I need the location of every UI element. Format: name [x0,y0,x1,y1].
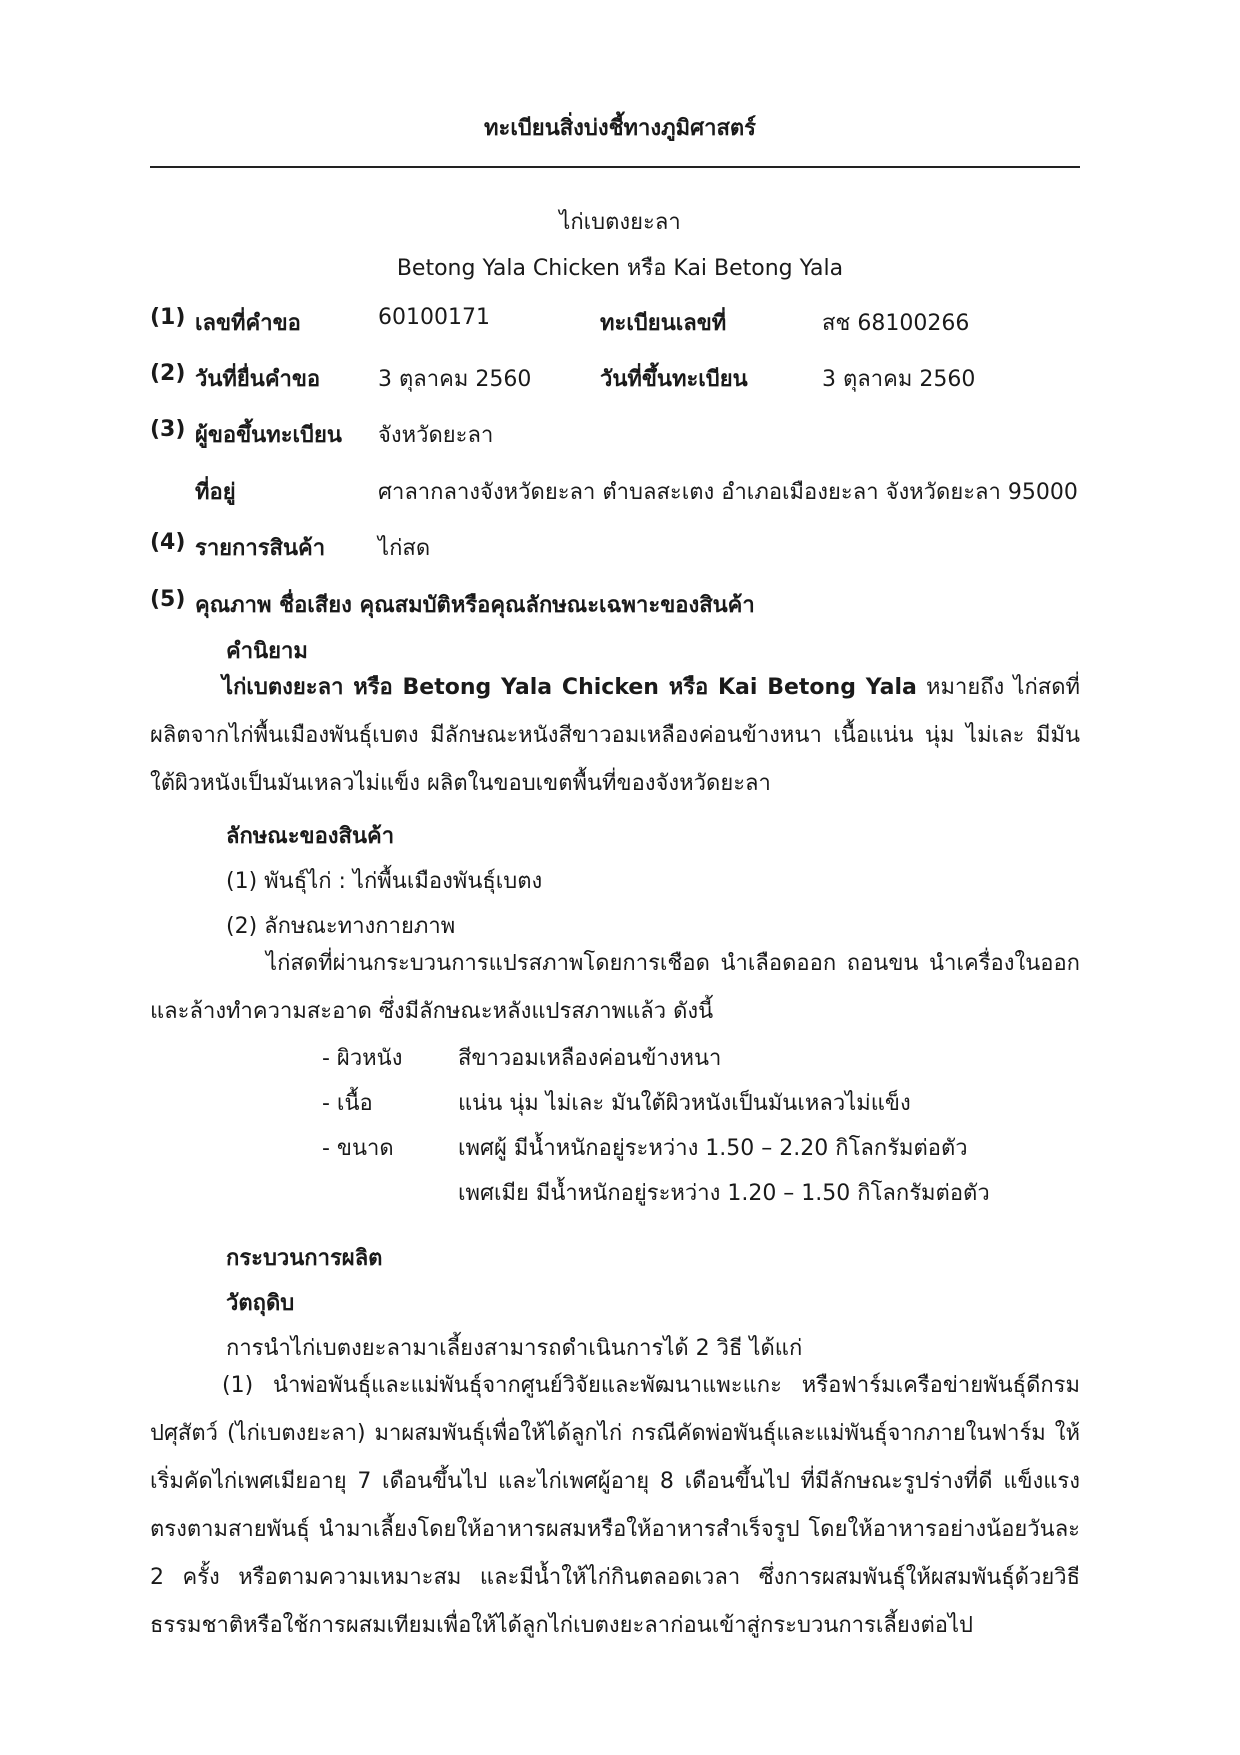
field-value-product-list: ไก่สด [378,536,431,561]
field-number: (1) [150,305,186,330]
attribute-label-skin: - ผิวหนัง [322,1046,403,1071]
section-heading-quality: คุณภาพ ชื่อเสียง คุณสมบัติหรือคุณลักษณะเฉพาะของสินค้า [195,593,755,618]
field-number: (4) [150,530,186,555]
definition-text: หมายถึง ไก่สดที่ผลิตจากไก่พื้นเมืองพันธุ์เบตง มีลักษณะหนังสีขาวอมเหลืองค่อนข้างหนา เนื้อแน่น นุ่ม ไม่เละ มีมันใต้ผิวหนังเป็นมันเหลวไม่แข็ง ผลิตในขอบเขตพื้นที่ของจังหวัดยะลา [150,675,1080,796]
attribute-value-meat: แน่น นุ่ม ไม่เละ มันใต้ผิวหนังเป็นมันเหลวไม่แข็ง [458,1091,911,1116]
production-heading: กระบวนการผลิต [226,1246,383,1271]
field-label-registration-no: ทะเบียนเลขที่ [600,311,727,336]
field-value-registration-no: สช 68100266 [822,311,970,336]
field-value-filing-date: 3 ตุลาคม 2560 [378,367,532,392]
field-label-filing-date: วันที่ยื่นคำขอ [195,367,321,392]
field-value-application-no: 60100171 [378,305,490,330]
product-name-english: Betong Yala Chicken หรือ Kai Betong Yala [396,256,844,281]
field-value-applicant: จังหวัดยะลา [378,423,494,448]
definition-paragraph [150,664,1080,808]
field-value-address: ศาลากลางจังหวัดยะลา ตำบลสะเตง อำเภอเมืองยะลา จังหวัดยะลา 95000 [378,480,1078,505]
definition-lead: ไก่เบตงยะลา หรือ Betong Yala Chicken หรือ Kai Betong Yala [222,675,917,700]
attribute-label-size: - ขนาด [322,1136,394,1161]
physical-description: ไก่สดที่ผ่านกระบวนการแปรสภาพโดยการเชือด นำเลือดออก ถอนขน นำเครื่องในออก และล้างทำความสะอาด ซึ่งมีลักษณะหลังแปรสภาพแล้ว ดังนี้ [150,951,1080,1024]
attribute-label-meat: - เนื้อ [322,1091,373,1116]
characteristics-heading: ลักษณะของสินค้า [226,824,395,849]
field-number: (2) [150,361,186,386]
attribute-value-size-male: เพศผู้ มีน้ำหนักอยู่ระหว่าง 1.50 – 2.20 กิโลกรัมต่อตัว [458,1136,968,1161]
raw-material-heading: วัตถุดิบ [226,1291,295,1316]
field-number: (5) [150,587,186,612]
attribute-value-size-female: เพศเมีย มีน้ำหนักอยู่ระหว่าง 1.20 – 1.50 กิโลกรัมต่อตัว [458,1181,990,1206]
definition-heading: คำนิยาม [226,639,308,664]
product-name-thai: ไก่เบตงยะลา [559,210,681,235]
field-label-applicant: ผู้ขอขึ้นทะเบียน [195,423,342,448]
field-value-registration-date: 3 ตุลาคม 2560 [822,367,976,392]
field-number: (3) [150,417,186,442]
field-label-registration-date: วันที่ขึ้นทะเบียน [600,367,748,392]
attribute-value-skin: สีขาวอมเหลืองค่อนข้างหนา [458,1046,722,1071]
title-divider [150,166,1080,168]
production-intro: การนำไก่เบตงยะลามาเลี้ยงสามารถดำเนินการได้ 2 วิธี ได้แก่ [226,1336,803,1361]
field-label-application-no: เลขที่คำขอ [195,311,301,336]
page-title: ทะเบียนสิ่งบ่งชี้ทางภูมิศาสตร์ [484,116,756,141]
production-method-paragraph: (1) นำพ่อพันธุ์และแม่พันธุ์จากศูนย์วิจัยและพัฒนาแพะแกะ หรือฟาร์มเครือข่ายพันธุ์ดีกรมปศุสัตว์ (ไก่เบตงยะลา) มาผสมพันธุ์เพื่อให้ได้ลูกไก่ กรณีคัดพ่อพันธุ์และแม่พันธุ์จากภายในฟาร์ม ให้เริ่มคัดไก่เพศเมียอายุ 7 เดือนขึ้นไป และไก่เพศผู้อายุ 8 เดือนขึ้นไป ที่มีลักษณะรูปร่างที่ดี แข็งแรง ตรงตามสายพันธุ์ นำมาเลี้ยงโดยให้อาหารผสมหรือให้อาหารสำเร็จรูป โดยให้อาหารอย่างน้อยวันละ 2 ครั้ง หรือตามความเหมาะสม และมีน้ำให้ไก่กินตลอดเวลา ซึ่งการผสมพันธุ์ให้ผสมพันธุ์ด้วยวิธีธรรมชาติหรือใช้การผสมเทียมเพื่อให้ได้ลูกไก่เบตงยะลาก่อนเข้าสู่กระบวนการเลี้ยงต่อไป [150,1373,1080,1638]
characteristic-item-breed: (1) พันธุ์ไก่ : ไก่พื้นเมืองพันธุ์เบตง [226,869,543,894]
characteristic-item-physical: (2) ลักษณะทางกายภาพ [226,914,456,939]
field-label-product-list: รายการสินค้า [195,536,326,561]
field-label-address: ที่อยู่ [195,480,236,505]
